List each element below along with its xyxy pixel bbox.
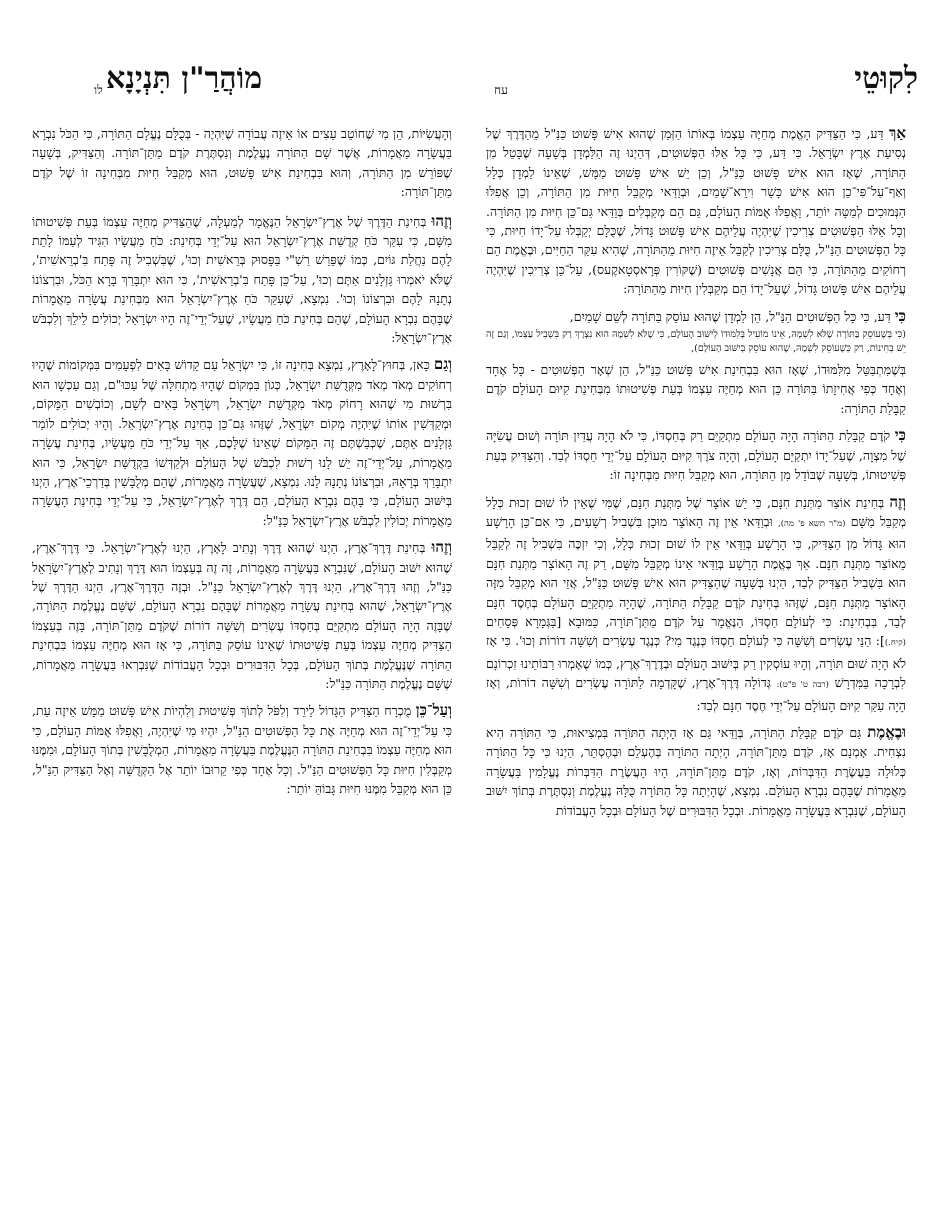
paragraph bbox=[486, 493, 906, 715]
paragraph-lead-word: וְעַל־כֵּן bbox=[415, 701, 452, 720]
paragraph-text: מֻכְרָח הַצַּדִּיק הַגָּדוֹל לֵירֵד וְלִפֹּל לְתוֹךְ פְּשִׁיטוּת וְלִהְיוֹת אִישׁ פָּשׁוּט מַמָּשׁ אֵיזֶה עֵת, כִּי עַל־יְדֵי־זֶה הוּא מְחַיֶּה אֶת כָּל הַפְּשׁוּטִים הַנַּ"ל, יִהְיוּ מִי שֶׁיִּהְיֶה, וַאֲפִלּוּ אֻמּוֹת הָעוֹלָם, כִּי הוּא מְחַיֶּה עַצְמוֹ בִּבְחִינַת הַתּוֹרָה הַנֶּעֱלֶמֶת בַּעֲשָׂרָה מַאֲמָרוֹת, הַמְלֻבָּשִׁין בְּתוֹךְ הָעוֹלָם, וּמִמֶּנּוּ מְקַבְּלִין חִיּוּת כָּל הַפְּשׁוּטִים הַנַּ"ל. וְכָל אֶחָד כְּפִי קֵרוּבוֹ יוֹתֵר אֶל הַקְּדֻשָּׁה וְאֶל הַצַּדִּיק הַנַּ"ל, כֵּן הוּא מְקַבֵּל מִמֶּנּוּ חִיּוּת גָּבוֹהַּ יוֹתֵר: bbox=[32, 703, 452, 796]
paragraph-lead-word: וְזֶה bbox=[889, 492, 906, 511]
source-reference: (רבה ט' פ"ט): bbox=[776, 680, 829, 691]
paragraph-text: דַּע, כִּי כָּל הַפְּשׁוּטִים הַנַּ"ל, הֵן לַמְדָן שֶׁהוּא עוֹסֵק בַּתּוֹרָה לְשֵׁם שָׁמַיִם, bbox=[569, 308, 895, 324]
paragraph-text: בְּחִינַת הַדֶּרֶךְ שֶׁל אֶרֶץ־יִשְׂרָאֵל הַנֶּאֱמָר לְמַעְלָה, שֶׁהַצַּדִּיק מְחַיֶּה עַצְמוֹ בְּעֵת פְּשִׁיטוּתוֹ מִשָּׁם, כִּי עִקַּר כֹּחַ קְדֻשַּׁת אֶרֶץ־יִשְׂרָאֵל הוּא עַל־יְדֵי בְּחִינַת: כֹּחַ מַעֲשָׂיו הִגִּיד לְעַמּוֹ לָתֵת לָהֶם נַחֲלַת גּוֹיִם, כְּמוֹ שֶׁפֵּרֵשׁ רַשִׁ"י בַּפָּסוּק בְּרֵאשִׁית וְכוּ', שֶׁבִּשְׁבִיל זֶה פָּתַח בִּ'בְרֵאשִׁית', שֶׁלֹּא יֹאמְרוּ גַּזְלָנִים אַתֶּם וְכוּ', עַל־כֵּן פָּתַח בִּ'בְרֵאשִׁית', כִּי הוּא יִתְבָּרַךְ בָּרָא הַכֹּל, וּבִרְצוֹנוֹ נְתָנָהּ לָהֶם וּבִרְצוֹנוֹ וְכוּ'. נִמְצָא, שֶׁעִקַּר כֹּחַ אֶרֶץ־יִשְׂרָאֵל הוּא מִבְּחִינַת עֲשָׂרָה מַאֲמָרוֹת שֶׁבָּהֶם נִבְרָא הָעוֹלָם, שֶׁהֵם בְּחִינַת כֹּחַ מַעֲשָׂיו, שֶׁעַל־יְדֵי־זֶה הָיוּ יִשְׂרָאֵל יְכוֹלִים לֵילֵךְ וְלִכְבֹּשׁ אֶרֶץ־יִשְׂרָאֵל: bbox=[32, 213, 452, 346]
paragraph bbox=[486, 307, 906, 419]
paragraph bbox=[32, 212, 452, 348]
paragraph-lead-word: וְזֶהוּ bbox=[431, 538, 452, 557]
paragraph-text: דַּע, כִּי הַצַּדִּיק הָאֱמֶת מְחַיֶּה עַצְמוֹ בְּאוֹתוֹ הַזְּמַן שֶׁהוּא אִישׁ פָּשׁוּט כַּנַּ"ל מֵהַדֶּרֶךְ שֶׁל נְסִיעַת אֶרֶץ יִשְׂרָאֵל. כִּי דַּע, כִּי כָּל אֵלּוּ הַפְּשׁוּטִים, דְּהַיְנוּ זֶה הַלַּמְדָן בְּשָׁעָה שֶׁבָּטֵל מִן הַתּוֹרָה, שֶׁאָז הוּא אִישׁ פָּשׁוּט כַּנַּ"ל, וְכֵן יֵשׁ אִישׁ פָּשׁוּט מַמָּשׁ, שֶׁאֵינוֹ לַמְדָן כְּלָל וְאַף־עַל־פִּי־כֵן הוּא אִישׁ כָּשֵׁר וִירֵא־שָׁמַיִם, וּבְוַדַּאי מְקַבֵּל חִיּוּת מִן הַתּוֹרָה, וְכֵן אֲפִלּוּ הַנְּמוּכִים לְמַטָּה יוֹתֵר, וַאֲפִלּוּ אֻמּוֹת הָעוֹלָם, גַּם הֵם מְקַבְּלִים בְּוַדַּאי גַּם־כֵּן חִיּוּת מִן הַתּוֹרָה. וְכָל אֵלּוּ הַפְּשׁוּטִים צְרִיכִין שֶׁיִּהְיֶה עֲלֵיהֶם אִישׁ פָּשׁוּט גָּדוֹל, שֶׁכֻּלָּם יְקַבְּלוּ עַל־יָדוֹ חִיּוּת, כִּי כָּל הַפְּשׁוּטִים הַנַּ"ל, כֻּלָּם צְרִיכִין לְקַבֵּל אֵיזֶה חִיּוּת מֵהַתּוֹרָה, שֶׁהִיא עִקַּר הַחַיִּים, וּבֶאֱמֶת הֵם רְחוֹקִים מֵהַתּוֹרָה, כִּי הֵם אֲנָשִׁים פְּשׁוּטִים (שֶׁקּוֹרִין פְּרָאסְטָאקֶעס), עַל־כֵּן צְרִיכִין שֶׁיִּהְיֶה עֲלֵיהֶם אִישׁ פָּשׁוּט גָּדוֹל, שֶׁעַל־יָדוֹ הֵם מְקַבְּלִין חִיּוּת מֵהַתּוֹרָה: bbox=[486, 126, 906, 297]
source-reference: (מ"ר תשא פ' מה), bbox=[778, 518, 846, 529]
text-column-left bbox=[32, 124, 452, 1199]
paragraph bbox=[32, 701, 452, 798]
paragraph-lead-word: וְזֶהוּ bbox=[431, 211, 452, 230]
paragraph-text: בְּחִינַת אוֹצַר מַתְּנַת חִנָּם, כִּי יֵשׁ אוֹצָר שֶׁל מַתְּנַת חִנָּם, שֶׁמִּי שֶׁאֵין לוֹ שׁוּם זְכוּת כְּלָל מְקַבֵּל מִשָּׁם bbox=[486, 494, 906, 529]
source-reference: (קיח.) bbox=[884, 638, 906, 649]
paragraph-text: ]: הַנֵּי עֶשְׂרִים וְשִׁשָּׁה כִּי לְעוֹלָם חַסְדּוֹ כְּנֶגֶד מִי? כְּנֶגֶד עֶשְׂרִים וְשִׁשָּׁה דוֹרוֹת וְכוּ'. כִּי אָז לֹא הָיָה שׁוּם תּוֹרָה, וְהָיוּ עוֹסְקִין רַק בְּיִשּׁוּב הָעוֹלָם וּבְדֶרֶךְ־אֶרֶץ, כְּמוֹ שֶׁאָמְרוּ רַבּוֹתֵינוּ זִכְרוֹנָם לִבְרָכָה בַּמִּדְרָשׁ bbox=[486, 633, 906, 691]
paragraph-lead-word: כִּי bbox=[894, 306, 906, 325]
paragraph-text: וְהָעֲשִׂיּוֹת, הֵן מִי שֶׁחוֹטֵב עֵצִים אוֹ אֵיזֶה עֲבוֹדָה שֶׁיִּהְיֶה - בְּכֻלָּם נֶעֱלָם הַתּוֹרָה, כִּי הַכֹּל נִבְרָא בַּעֲשָׂרָה מַאֲמָרוֹת, אֲשֶׁר שָׁם הַתּוֹרָה נֶעֱלֶמֶת וְנִסְתֶּרֶת קֹדֶם מַתַּן־תּוֹרָה. וְהַצַּדִּיק, בְּשָׁעָה שֶׁפּוֹרֵשׁ מִן הַתּוֹרָה, וְהוּא בִּבְחִינַת אִישׁ פָּשׁוּט, הוּא מְקַבֵּל חִיּוּת מִבְּחִינָה זוֹ שֶׁל קֹדֶם מַתַּן־תּוֹרָה: bbox=[32, 126, 452, 200]
paragraph bbox=[486, 124, 906, 299]
paragraph-lead-word: וְגַם bbox=[433, 355, 452, 374]
text-column-right bbox=[486, 124, 906, 1199]
running-head-left: מוֹהֲרַ"ן תִּנְיָנָא bbox=[106, 61, 263, 96]
paragraph bbox=[486, 723, 906, 820]
paragraph-text: כָּאן, בְּחוּץ־לָאָרֶץ, נִמְצָא בְּחִינָה זוֹ, כִּי יִשְׂרָאֵל עַם קָדוֹשׁ בָּאִים לִפְעָמִים בִּמְקוֹמוֹת שֶׁהָיוּ רְחוֹקִים מְאֹד מְאֹד מִקְּדֻשַּׁת יִשְׂרָאֵל, כְּגוֹן בִּמְקוֹם שֶׁהָיוּ מִתְחִלָּה שֶׁל עַכּוּ"ם, וְגַם עַכְשָׁו הוּא בִּרְשׁוּת מִי שֶׁהוּא רָחוֹק מְאֹד מִקְּדֻשַּׁת יִשְׂרָאֵל, וְיִשְׂרָאֵל בָּאִים לְשָׁם, וְכוֹבְשִׁים הַמָּקוֹם, וּמְקַדְּשִׁין אוֹתוֹ שֶׁיִּהְיֶה מְקוֹם יִשְׂרָאֵל, שֶׁזֶּהוּ גַּם־כֵּן בְּחִינַת אֶרֶץ־יִשְׂרָאֵל. וְהָיוּ יְכוֹלִים לוֹמַר גַּזְלָנִים אַתֶּם, שֶׁכְּבַשְׁתֶּם זֶה הַמָּקוֹם שֶׁאֵינוֹ שֶׁלָּכֶם, אַךְ עַל־יְדֵי כֹּחַ מַעֲשָׂיו, בְּחִינַת עֲשָׂרָה מַאֲמָרוֹת, עַל־יְדֵי־זֶה יֵשׁ לָנוּ רְשׁוּת לִכְבֹּשׁ שֶׁל הָעוֹלָם וּלְקַדְּשׁוֹ בִּקְדֻשַּׁת יִשְׂרָאֵל, כִּי הוּא יִתְבָּרַךְ בְּרָאָהּ, וּבִרְצוֹנוֹ נְתָנָהּ לָנוּ. נִמְצָא, שֶׁעֲשָׂרָה מַאֲמָרוֹת, שֶׁהֵם מְלֻבָּשִׁין בְּדַרְכֵי־אֶרֶץ, הַיְנוּ בְּיִשּׁוּב הָעוֹלָם, כִּי בָּהֶם נִבְרָא הָעוֹלָם, הֵם דֶּרֶךְ לְאֶרֶץ־יִשְׂרָאֵל, כִּי עַל־יְדֵי בְּחִינַת הָעֲשָׂרָה מַאֲמָרוֹת יְכוֹלִין לִכְבֹּשׁ אֶרֶץ־יִשְׂרָאֵל כַּנַּ"ל: bbox=[32, 357, 452, 528]
running-head-right: לִקוּטֵי bbox=[854, 61, 918, 96]
paragraph-lead-word: אַךְ bbox=[889, 124, 906, 142]
folio-number: לו bbox=[94, 83, 103, 97]
page-number-hebrew: עח bbox=[494, 83, 508, 97]
paragraph-continued bbox=[32, 124, 452, 202]
paragraph-text: קֹדֶם קַבָּלַת הַתּוֹרָה הָיָה הָעוֹלָם מִתְקַיֵּם רַק בְּחַסְדּוֹ, כִּי לֹא הָיָה עֲדַיִן תּוֹרָה וְשׁוּם עֲשִׂיָּה שֶׁל מִצְוָה, שֶׁעַל־יָדוֹ יִתְקַיֵּם הָעוֹלָם, וְהָיָה צֹרֶךְ קִיּוּם הָעוֹלָם עַל־יְדֵי חַסְדּוֹ לְבַד. וְהַצַּדִּיק בְּעֵת פְּשִׁיטוּתוֹ, בְּשָׁעָה שֶׁבּוֹדֵל מִן הַתּוֹרָה, הוּא מְקַבֵּל חִיּוּת מִבְּחִינָה זוֹ: bbox=[486, 428, 906, 483]
paragraph-text: בְּחִינַת דֶּרֶךְ־אֶרֶץ, הַיְנוּ שֶׁהוּא דֶּרֶךְ וְנָתִיב לָאָרֶץ, הַיְנוּ לְאֶרֶץ־יִשְׂרָאֵל. כִּי דֶּרֶךְ־אֶרֶץ, שֶׁהוּא יִשּׁוּב הָעוֹלָם, שֶׁנִּבְרָא בַּעֲשָׂרָה מַאֲמָרוֹת, זֶה זֶה בְּעַצְמוֹ הוּא דֶּרֶךְ וְנָתִיב לְאֶרֶץ־יִשְׂרָאֵל כַּנַּ"ל, וְזֶהוּ דֶּרֶךְ־אֶרֶץ, הַיְנוּ דֶּרֶךְ לְאֶרֶץ־יִשְׂרָאֵל כַּנַּ"ל. וּבְזֶה הַדֶּרֶךְ־אֶרֶץ, הַיְנוּ הַדֶּרֶךְ שֶׁל אֶרֶץ־יִשְׂרָאֵל, שֶׁהוּא בְּחִינַת עֲשָׂרָה מַאֲמָרוֹת שֶׁבָּהֶם נִבְרָא הָעוֹלָם, שֶׁשָּׁם נֶעֱלֶמֶת הַתּוֹרָה, שֶׁבָּזֶה הָיָה הָעוֹלָם מִתְקַיֵּם בְּחַסְדּוֹ עֶשְׂרִים וְשִׁשָּׁה דוֹרוֹת שֶׁקֹּדֶם מַתַּן־תּוֹרָה, בָּזֶה בְּעַצְמוֹ הַצַּדִּיק מְחַיֶּה עַצְמוֹ בְּעֵת פְּשִׁיטוּתוֹ שֶׁאֵינוֹ עוֹסֵק בַּתּוֹרָה, כִּי אָז הוּא מְחַיֶּה עַצְמוֹ בִּבְחִינַת הַתּוֹרָה שֶׁנֶּעֱלֶמֶת בְּתוֹךְ הָעוֹלָם, בְּכָל הַדִּבּוּרִים וּבְכָל הָעֲבוֹדוֹת שֶׁנִּבְרְאוּ בַּעֲשָׂרָה מַאֲמָרוֹת, שֶׁשָּׁם נֶעֱלֶמֶת הַתּוֹרָה כַּנַּ"ל: bbox=[32, 540, 452, 691]
paragraph bbox=[32, 355, 452, 530]
paragraph-text: גַּם קֹדֶם קַבָּלַת הַתּוֹרָה, בְּוַדַּאי גַּם אָז הָיְתָה הַתּוֹרָה בִּמְצִיאוּת, כִּי הַתּוֹרָה הִיא נִצְחִית. אָמְנָם אָז, קֹדֶם מַתַּן־תּוֹרָה, הָיְתָה הַתּוֹרָה בְּהֶעְלֵם וּבְהֶסְתֵּר, הַיְנוּ כִּי כָּל הַתּוֹרָה כְּלוּלָה בַּעֲשֶׂרֶת הַדִּבְּרוֹת, וְאָז, קֹדֶם מַתַּן־תּוֹרָה, הָיוּ הָעֲשֶׂרֶת הַדִּבְּרוֹת נֶעֱלָמִין בַּעֲשָׂרָה מַאֲמָרוֹת שֶׁבָּהֶם נִבְרָא הָעוֹלָם. נִמְצָא, שֶׁהָיְתָה כָּל הַתּוֹרָה כֻּלָּהּ נֶעֱלֶמֶת וְנִסְתֶּרֶת בְּתוֹךְ יִשּׁוּב הָעוֹלָם, שֶׁנִּבְרָא בַּעֲשָׂרָה מַאֲמָרוֹת. וּבְכָל הַדִּבּוּרִים שֶׁל הָעוֹלָם וּבְכָל הָעֲבוֹדוֹת bbox=[486, 724, 906, 818]
paragraph-text: גְּדוֹלָה דֶּרֶךְ־אֶרֶץ, שֶׁקָּדְמָה לַתּוֹרָה עֶשְׂרִים וְשִׁשָּׁה דוֹרוֹת, וְאָז הָיָה עִקַּר קִיּוּם הָעוֹלָם עַל־יְדֵי חֶסֶד חִנָּם לְבַד: bbox=[486, 675, 906, 713]
paragraph-text: וּבְוַדַּאי אֵין זֶה הָאוֹצָר מוּכָן בִּשְׁבִיל רְשָׁעִים, כִּי אִם־כֵּן הָרָשָׁע הוּא גָּדוֹל מִן הַצַּדִּיק, כִּי הָרָשָׁע בְּוַדַּאי אֵין לוֹ שׁוּם זְכוּת כְּלָל, וְכִי יִזְכֶּה בִּשְׁבִיל זֶה לְקַבֵּל מֵאוֹצַר מַתְּנַת חִנָּם. אַךְ בֶּאֱמֶת הָרָשָׁע בְּוַדַּאי אֵינוֹ מְקַבֵּל מִשָּׁם, רַק זֶה הָאוֹצָר מַתְּנַת חִנָּם הוּא בִּשְׁבִיל הַצַּדִּיק לְבַד, הַיְנוּ בְּשָׁעָה שֶׁהַצַּדִּיק הוּא אִישׁ פָּשׁוּט כַּנַּ"ל, אֲזַי הוּא מְקַבֵּל מִזֶּה הָאוֹצָר מַתְּנַת חִנָּם, שֶׁזֶּהוּ בְּחִינַת קֹדֶם קַבָּלַת הַתּוֹרָה, שֶׁהָיָה מִתְקַיֵּם הָעוֹלָם בְּחֶסֶד חִנָּם לְבַד, בִּבְחִינַת: כִּי לְעוֹלָם חַסְדּוֹ, הַנֶּאֱמָר עַל קֹדֶם מַתַּן־תּוֹרָה, כַּמּוּבָא [בַּגְּמָרָא פְּסָחִים bbox=[486, 513, 906, 629]
paragraph-lead-word: כִּי bbox=[894, 426, 906, 445]
paragraph-text: בְּשֶׁמִּתְבַּטֵּל מִלִּמּוּדוֹ, שֶׁאָז הוּא בִּבְחִינַת אִישׁ פָּשׁוּט כַּנַּ"ל, הֵן שְׁאָר הַפְּשׁוּטִים - כָּל אֶחָד וְאֶחָד כְּפִי אֲחִיזָתוֹ בַּתּוֹרָה כֵּן הוּא מְחַיֶּה עַצְמוֹ בְּעֵת פְּשִׁיטוּתוֹ מִבְּחִינַת קִיּוּם הָעוֹלָם קֹדֶם קַבָּלַת הַתּוֹרָה: bbox=[486, 362, 906, 416]
paragraph bbox=[486, 426, 906, 484]
paragraph bbox=[32, 538, 452, 693]
paragraph-lead-word: וּבֶאֱמֶת bbox=[867, 722, 906, 741]
parenthetical-note: (כִּי בְּשֶׁעוֹסֵק בַּתּוֹרָה שֶׁלֹּא לִשְׁמָהּ, אֵינוֹ מוֹעִיל בְּלִמּוּדוֹ לְיִשּׁוּב הָעוֹלָם, כִּי שֶׁלֹּא לִשְׁמָהּ הוּא נִצְרָךְ רַק בִּשְׁבִיל עַצְמוֹ, וְגַם זֶה יֵשׁ בְּחִינוֹת, רַק כְּשֶׁעוֹסֵק לִשְׁמָהּ, שֶׁהוּא עוֹסֵק בְּיִשּׁוּב הָעוֹלָם), bbox=[486, 329, 906, 355]
